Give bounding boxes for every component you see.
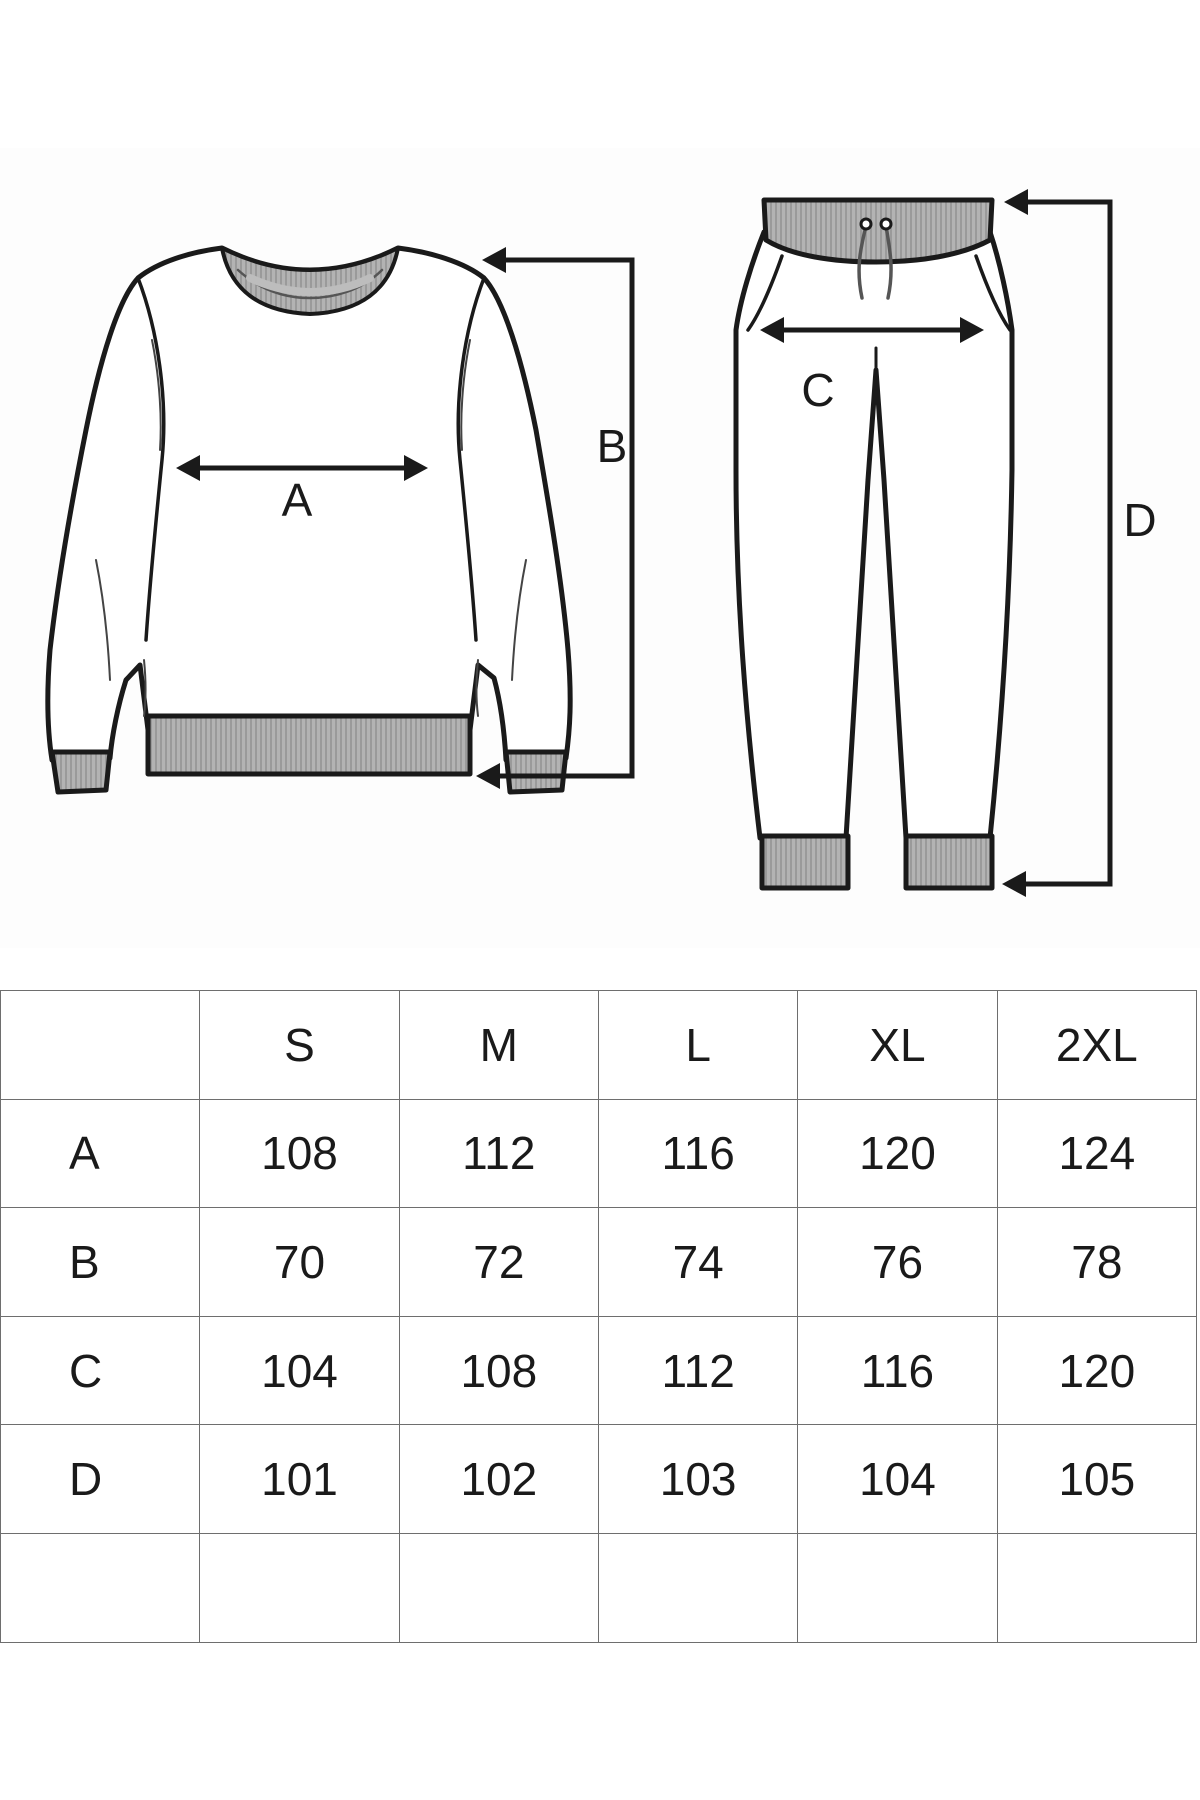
row-label: A bbox=[1, 1099, 200, 1208]
size-chart-table bbox=[0, 990, 1197, 1643]
row-label: C bbox=[1, 1316, 200, 1425]
table-cell bbox=[798, 1533, 997, 1642]
table-header-row bbox=[1, 991, 1197, 1100]
label-b: B bbox=[596, 420, 628, 472]
arrowhead-d-top bbox=[1004, 189, 1028, 215]
table-cell: 103 bbox=[598, 1425, 797, 1534]
arrowhead-b-top bbox=[482, 247, 506, 273]
table-cell: 104 bbox=[798, 1425, 997, 1534]
jogger-pants-icon bbox=[736, 200, 1012, 888]
header-cell-2xl: 2XL bbox=[997, 991, 1196, 1100]
row-label: D bbox=[1, 1425, 200, 1534]
table-cell: 102 bbox=[399, 1425, 598, 1534]
dimension-d-arrow bbox=[1018, 202, 1110, 884]
label-c: C bbox=[801, 364, 835, 416]
label-a: A bbox=[281, 474, 313, 526]
table-cell: 72 bbox=[399, 1208, 598, 1317]
table-cell: 78 bbox=[997, 1208, 1196, 1317]
table-cell: 124 bbox=[997, 1099, 1196, 1208]
header-cell-xl: XL bbox=[798, 991, 997, 1100]
table-cell: 120 bbox=[798, 1099, 997, 1208]
table-cell: 108 bbox=[200, 1099, 399, 1208]
table-cell: 70 bbox=[200, 1208, 399, 1317]
table-row-a bbox=[1, 1099, 1197, 1208]
arrowhead-b-bottom bbox=[476, 763, 500, 789]
header-cell-empty bbox=[1, 991, 200, 1100]
left-cuff bbox=[52, 752, 110, 792]
table-cell: 105 bbox=[997, 1425, 1196, 1534]
table-cell: 120 bbox=[997, 1316, 1196, 1425]
header-cell-m: M bbox=[399, 991, 598, 1100]
table-cell: 112 bbox=[399, 1099, 598, 1208]
pants-left-cuff bbox=[762, 836, 848, 888]
pants-right-cuff bbox=[906, 836, 992, 888]
table-cell: 104 bbox=[200, 1316, 399, 1425]
right-cuff bbox=[506, 752, 566, 792]
table-cell: 101 bbox=[200, 1425, 399, 1534]
table-cell bbox=[997, 1533, 1196, 1642]
table-cell bbox=[399, 1533, 598, 1642]
header-cell-l: L bbox=[598, 991, 797, 1100]
arrowhead-d-bottom bbox=[1002, 871, 1026, 897]
table-cell: 76 bbox=[798, 1208, 997, 1317]
table-cell: 116 bbox=[798, 1316, 997, 1425]
table-row-empty bbox=[1, 1533, 1197, 1642]
table-cell: 112 bbox=[598, 1316, 797, 1425]
waistband bbox=[764, 200, 992, 262]
table-row-b bbox=[1, 1208, 1197, 1317]
label-d: D bbox=[1123, 494, 1157, 546]
table-cell: 116 bbox=[598, 1099, 797, 1208]
table-cell: 108 bbox=[399, 1316, 598, 1425]
table-cell bbox=[598, 1533, 797, 1642]
table-cell bbox=[200, 1533, 399, 1642]
hem-ribbing bbox=[148, 716, 470, 774]
row-label: B bbox=[1, 1208, 200, 1317]
table-row-d bbox=[1, 1425, 1197, 1534]
table-cell: 74 bbox=[598, 1208, 797, 1317]
header-cell-s: S bbox=[200, 991, 399, 1100]
table-row-c bbox=[1, 1316, 1197, 1425]
row-label bbox=[1, 1533, 200, 1642]
